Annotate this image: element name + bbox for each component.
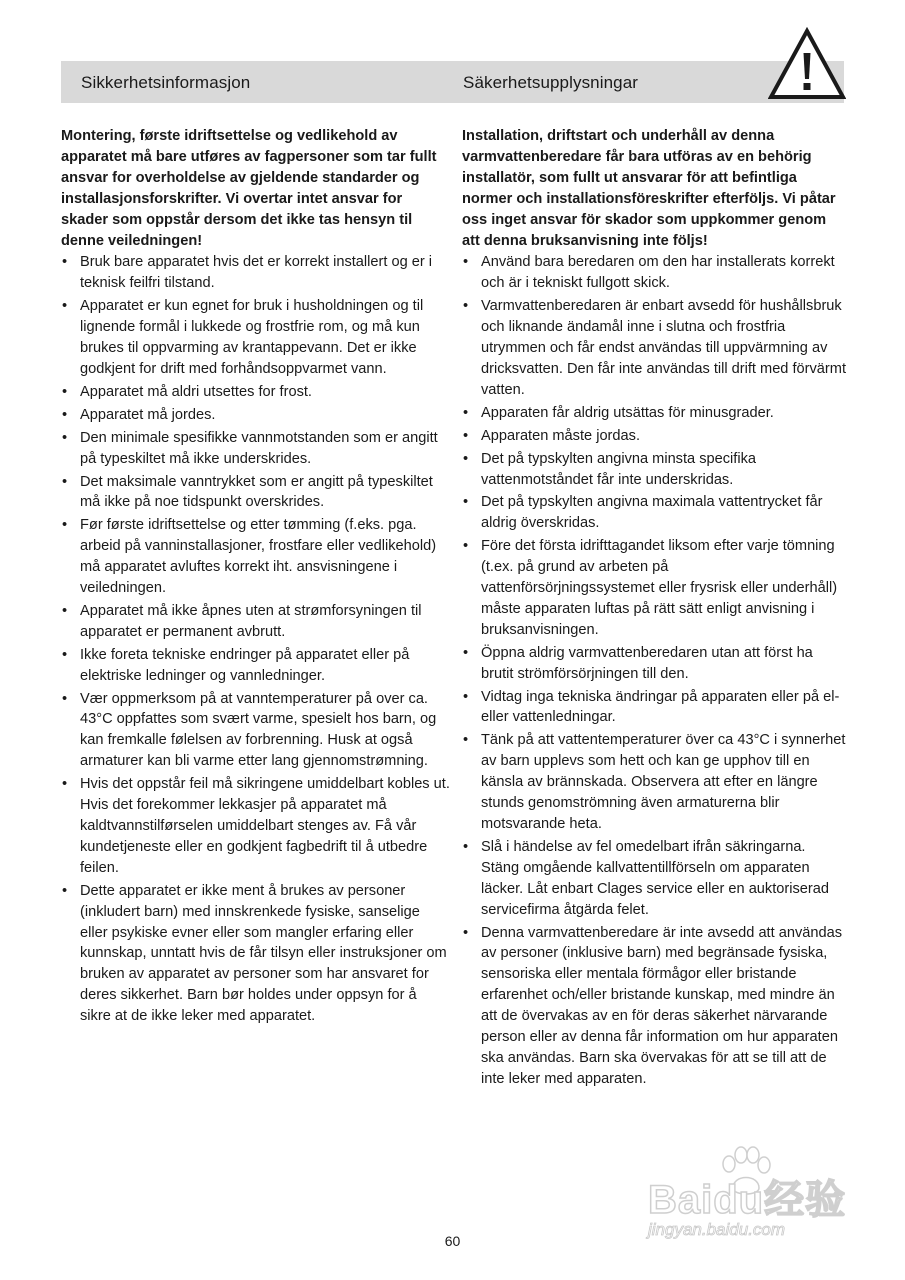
- watermark-url: jingyan.baidu.com: [648, 1220, 786, 1239]
- list-item: [61, 296, 451, 380]
- warning-triangle-icon: [768, 27, 846, 101]
- list-item-text: Det maksimale vanntrykket som er angitt på typeskiltet må ikke på noe tidspunkt overskrides.: [80, 473, 433, 511]
- list-item-text: Det på typskylten angivna maximala vattentrycket får aldrig överskridas.: [481, 494, 823, 532]
- list-item: [462, 730, 846, 835]
- list-item: [61, 774, 451, 879]
- list-item-text: Den minimale spesifikke vannmotstanden som er angitt på typeskiltet må ikke underskrides.: [80, 429, 438, 467]
- list-item-text: Dette apparatet er ikke ment å brukes av personer (inkludert barn) med innskrenkede fysiske, sanselige eller psykiske evner eller som mangler erfaring eller kunnskap, unntatt hvis de får tilsyn eller instruksjoner om bruken av apparatet av personer som har ansvaret for deres sikkerhet. Barn bør holdes under oppsyn for å sikre at de ikke leker med apparatet.: [80, 882, 447, 1025]
- bullet-icon: •: [62, 254, 68, 271]
- header-title-swedish: Säkerhetsupplysningar: [463, 73, 639, 92]
- bullet-icon: •: [463, 404, 469, 421]
- list-item-text: Før første idriftsettelse og etter tømming (f.eks. pga. arbeid på vanninstallasjoner, frostfare eller vedlikehold) må apparatet avluftes korrekt iht. ansvisningene i veiledningen.: [80, 517, 437, 597]
- list-item-text: Denna varmvattenberedare är inte avsedd att användas av personer (inklusive barn) med begränsade fysiska, sensoriska eller mentala förmågor eller bristande erfarenhet och/eller bristande kunskap, med mindre än att de övervakas av en för deras säkerhet närvarande person eller av denna får information om hur apparaten ska användas. Barn ska övervakas för att se till att de inte leker med apparaten.: [481, 924, 843, 1087]
- list-item-text: Apparatet må ikke åpnes uten at strømforsyningen til apparatet er permanent avbrutt.: [80, 602, 422, 640]
- list-item-text: Apparatet er kun egnet for bruk i husholdningen og til lignende formål i lukkede og frostfrie rom, og må kun brukes til oppvarming av krantappevann. Det er ikke godkjent for drift med forhåndsoppvarmet vann.: [80, 298, 424, 377]
- bullet-icon: •: [463, 924, 469, 941]
- bullet-icon: •: [463, 494, 469, 511]
- bullet-icon: •: [62, 298, 68, 315]
- list-item-text: Det på typskylten angivna minsta specifika vattenmotståndet får inte underskridas.: [481, 450, 756, 488]
- list-item: [61, 252, 451, 294]
- bullet-icon: •: [62, 882, 68, 899]
- bullet-icon: •: [62, 517, 68, 534]
- list-item-text: Varmvattenberedaren är enbart avsedd för hushållsbruk och liknande ändamål inne i slutna och frostfria utrymmen och får endst användas till uppvärmning av dricksvatten. Den får inte användas till drift med förvärmt vatten.: [481, 298, 846, 398]
- list-item: [462, 403, 846, 424]
- list-item: [462, 536, 846, 641]
- list-item-text: Slå i händelse av fel omedelbart ifrån säkringarna. Stäng omgående kallvattentillförseln om apparaten läcker. Låt enbart Clages service eller en auktoriserad servicefirma åtgärda felet.: [481, 838, 829, 918]
- list-item: [462, 426, 846, 447]
- list-item: [61, 382, 451, 403]
- list-item: [61, 601, 451, 643]
- list-item-text: Vidtag inga tekniska ändringar på apparaten eller på el- eller vattenledningar.: [481, 688, 840, 726]
- bullet-icon: •: [463, 427, 469, 444]
- norwegian-column: [61, 126, 451, 1029]
- list-item: [61, 428, 451, 470]
- list-item: [61, 515, 451, 599]
- list-item: [462, 643, 846, 685]
- list-item-text: Apparatet må jordes.: [80, 406, 216, 423]
- list-item-text: Apparaten får aldrig utsättas för minusgrader.: [481, 404, 774, 421]
- list-item: [462, 837, 846, 921]
- bullet-icon: •: [62, 383, 68, 400]
- bullet-icon: •: [463, 538, 469, 555]
- list-item-text: Före det första idrifttagandet liksom efter varje tömning (t.ex. på grund av arbeten på vattenförsörjningssystemet eller frysrisk eller underhåll) måste apparaten luftas på rätt sätt enligt anvisning i bruksanvisningen.: [481, 538, 838, 638]
- header-title-norwegian: Sikkerhetsinformasjon: [81, 73, 251, 92]
- bullet-icon: •: [62, 406, 68, 423]
- bullet-icon: •: [62, 473, 68, 490]
- bullet-icon: •: [463, 450, 469, 467]
- list-item: [462, 687, 846, 729]
- bullet-icon: •: [62, 429, 68, 446]
- list-item: [462, 923, 846, 1090]
- list-item: [462, 252, 846, 294]
- list-item-text: Tänk på att vattentemperaturer över ca 43°C i synnerhet av barn upplevs som hett och kan ge upphov till en känsla av brännskada. Observera att efter en längre stunds genomströmning även armaturerna blir motsvarande heta.: [481, 732, 846, 832]
- bullet-list: [61, 252, 451, 1027]
- list-item: [462, 492, 846, 534]
- bullet-icon: •: [463, 688, 469, 705]
- bullet-icon: •: [62, 602, 68, 619]
- bullet-icon: •: [62, 776, 68, 793]
- list-item: [61, 472, 451, 514]
- list-item-text: Bruk bare apparatet hvis det er korrekt installert og er i teknisk feilfri tilstand.: [80, 254, 433, 292]
- list-item: [61, 645, 451, 687]
- bullet-icon: •: [463, 838, 469, 855]
- list-item: [61, 689, 451, 773]
- watermark-logo: Baidu经验: [648, 1178, 847, 1222]
- list-item-text: Hvis det oppstår feil må sikringene umiddelbart kobles ut. Hvis det forekommer lekkasjer på apparatet må kaldtvannstilførselen umiddelbart stenges av. Få vår kundetjeneste eller en godkjent fagbedrift til å utbedre feilen.: [80, 776, 450, 876]
- list-item: [61, 405, 451, 426]
- list-item: [462, 449, 846, 491]
- intro-paragraph: Installation, driftstart och underhåll av denna varmvattenberedare får bara utföras av en behörig installatör, som fullt ut ansvarar för att befintliga normer och installationsföreskrifter efterföljs. Vi påtar oss inget ansvar för skador som uppkommer genom att denna bruksanvisning inte följs!: [462, 128, 836, 249]
- list-item-text: Vær oppmerksom på at vanntemperaturer på over ca. 43°C oppfattes som svært varme, spesielt hos barn, og kan fremkalle følelsen av forbrenning. Husk at også armaturer kan bli varme etter lang gjennomstrømning.: [80, 690, 437, 770]
- list-item-text: Apparatet må aldri utsettes for frost.: [80, 383, 312, 400]
- bullet-icon: •: [62, 690, 68, 707]
- list-item-text: Ikke foreta tekniske endringer på apparatet eller på elektriske ledninger og vannledninger.: [80, 646, 410, 684]
- bullet-icon: •: [463, 732, 469, 749]
- list-item-text: Apparaten måste jordas.: [481, 427, 640, 444]
- list-item: [61, 881, 451, 1027]
- list-item-text: Använd bara beredaren om den har installerats korrekt och är i tekniskt fullgott skick.: [481, 254, 835, 292]
- bullet-list: [462, 252, 846, 1089]
- bullet-icon: •: [463, 254, 469, 271]
- bullet-icon: •: [463, 298, 469, 315]
- list-item: [462, 296, 846, 401]
- list-item-text: Öppna aldrig varmvattenberedaren utan att först ha brutit strömförsörjningen till den.: [481, 644, 813, 682]
- intro-paragraph: Montering, første idriftsettelse og vedlikehold av apparatet må bare utføres av fagpersoner som tar fullt ansvar for overholdelse av gjeldende standarder og installasjonsforskrifter. Vi overtar intet ansvar for skader som oppstår dersom det ikke tas hensyn til denne veiledningen!: [61, 128, 437, 249]
- page-number: 60: [444, 1233, 461, 1249]
- bullet-icon: •: [62, 646, 68, 663]
- bullet-icon: •: [463, 644, 469, 661]
- swedish-column: [462, 126, 846, 1092]
